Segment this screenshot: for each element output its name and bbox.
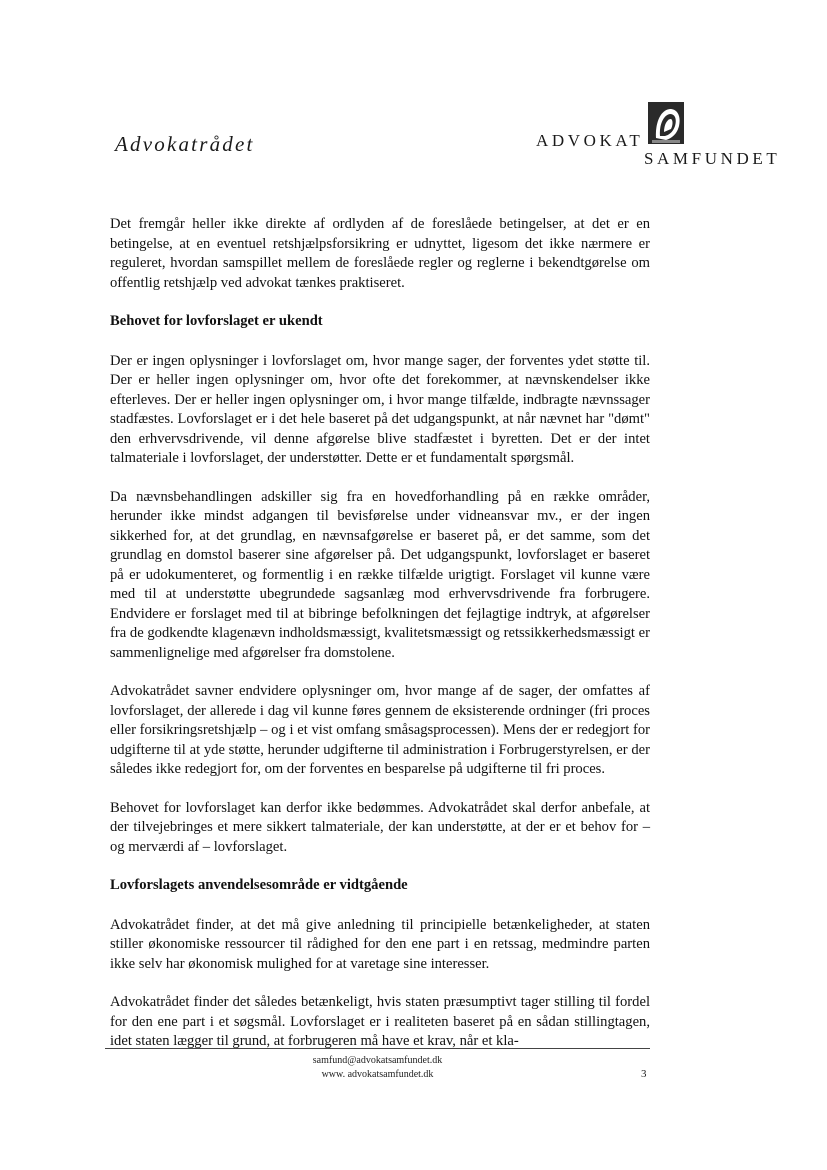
footer — [105, 1054, 650, 1082]
section-heading: Behovet for lovforslaget er ukendt — [110, 313, 323, 329]
advokatraadet-title: Advokatrådet — [115, 132, 255, 156]
logo-word-advokat: ADVOKAT — [536, 131, 644, 150]
paragraph: Behovet for lovforslaget kan derfor ikke bedømmes. Advokatrådet skal derfor anbefale, at der tilvejebringes et mere sikkert talmateriale, der kan understøtte, at der er et behov for – og merværdi af – lovforslaget. — [110, 799, 650, 855]
footer-email: samfund@advokatsamfundet.dk — [312, 1055, 443, 1066]
page-number: 3 — [641, 1068, 647, 1080]
logo-word-samfundet: SAMFUNDET — [644, 149, 781, 168]
section-heading: Lovforslagets anvendelsesområde er vidtgående — [110, 877, 408, 893]
paragraph: Det fremgår heller ikke direkte af ordlyden af de foreslåede betingelser, at det er en betingelse, at en eventuel retshjælpsforsikring er udnyttet, ligesom det ikke nærmere er reguleret, hvordan samspillet mellem de foreslåede regler og reglerne i bekendtgørelse om offentlig retshjælp ved advokat tænkes praktiseret. — [110, 216, 650, 291]
helmet-emblem-icon — [646, 100, 686, 146]
footer-divider — [105, 1048, 650, 1049]
footer-website: www. advokatsamfundet.dk — [321, 1069, 434, 1080]
paragraph: Advokatrådet finder det således betænkeligt, hvis staten præsumptivt tager stilling til fordel for den ene part i et søgsmål. Lovforslaget er i realiteten baseret på en sådan stillingtagen, idet staten lægger til grund, at forbrugeren må have et krav, når et kla- — [110, 994, 650, 1049]
paragraph: Der er ingen oplysninger i lovforslaget om, hvor mange sager, der forventes ydet støtte til. Der er heller ingen oplysninger om, hvor ofte det forekommer, at nævnskendelser ikke efterleves. Der er heller ingen oplysninger om, i hvor mange tilfælde, indbragte nævnssager stadfæstes. Lovforslaget er i det hele baseret på det udgangspunkt, at når nævnet har "dømt" den erhvervsdrivende, vil denne afgørelse blive stadfæstet i byretten. Det er der intet talmateriale i lovforslaget, der understøtter. Dette er et fundamentalt spørgsmål. — [110, 352, 650, 466]
letter-body — [110, 215, 650, 1071]
paragraph: Da nævnsbehandlingen adskiller sig fra en hovedforhandling på en række områder, herunder ikke mindst adgangen til bevisførelse under vidneansvar mv., er der ingen sikkerhed for, at det grundlag, en nævnsafgørelse er baseret på, er det samme, som det grundlag en domstol baserer sine afgørelser på. Det udgangspunkt, lovforslaget er baseret på er udokumenteret, og formentlig i en række tilfælde urigtigt. Forslaget vil kunne være med til at understøtte ubegrundede sagsanlæg mod erhvervsdrivende fra forbrugere. Endvidere er forslaget med til at bibringe befolkningen det fejlagtige indtryk, at afgørelser fra de godkendte klagenævn indholdsmæssigt, kvalitetsmæssigt og retssikkerhedsmæssigt er sammenlignelige med afgørelser fra domstolene. — [110, 488, 650, 661]
paragraph: Advokatrådet savner endvidere oplysninger om, hvor mange af de sager, der omfattes af lovforslaget, der allerede i dag vil kunne føres gennem de eksisterende ordninger (fri proces eller forsikringsretshjælp – og i et vist omfang småsagsprocessen). Mens der er redegjort for udgifterne til at yde støtte, herunder udgifterne til administration i Forbrugerstyrelsen, er der således ikke redegjort for, om der forventes en besparelse på udgifterne til fri proces. — [110, 683, 650, 777]
paragraph: Advokatrådet finder, at det må give anledning til principielle betænkeligheder, at staten stiller økonomiske ressourcer til rådighed for den ene part i en retssag, medmindre parten ikke selv har økonomisk mulighed for at varetage sine interesser. — [110, 916, 650, 972]
advokatsamfundet-logo — [536, 100, 786, 175]
